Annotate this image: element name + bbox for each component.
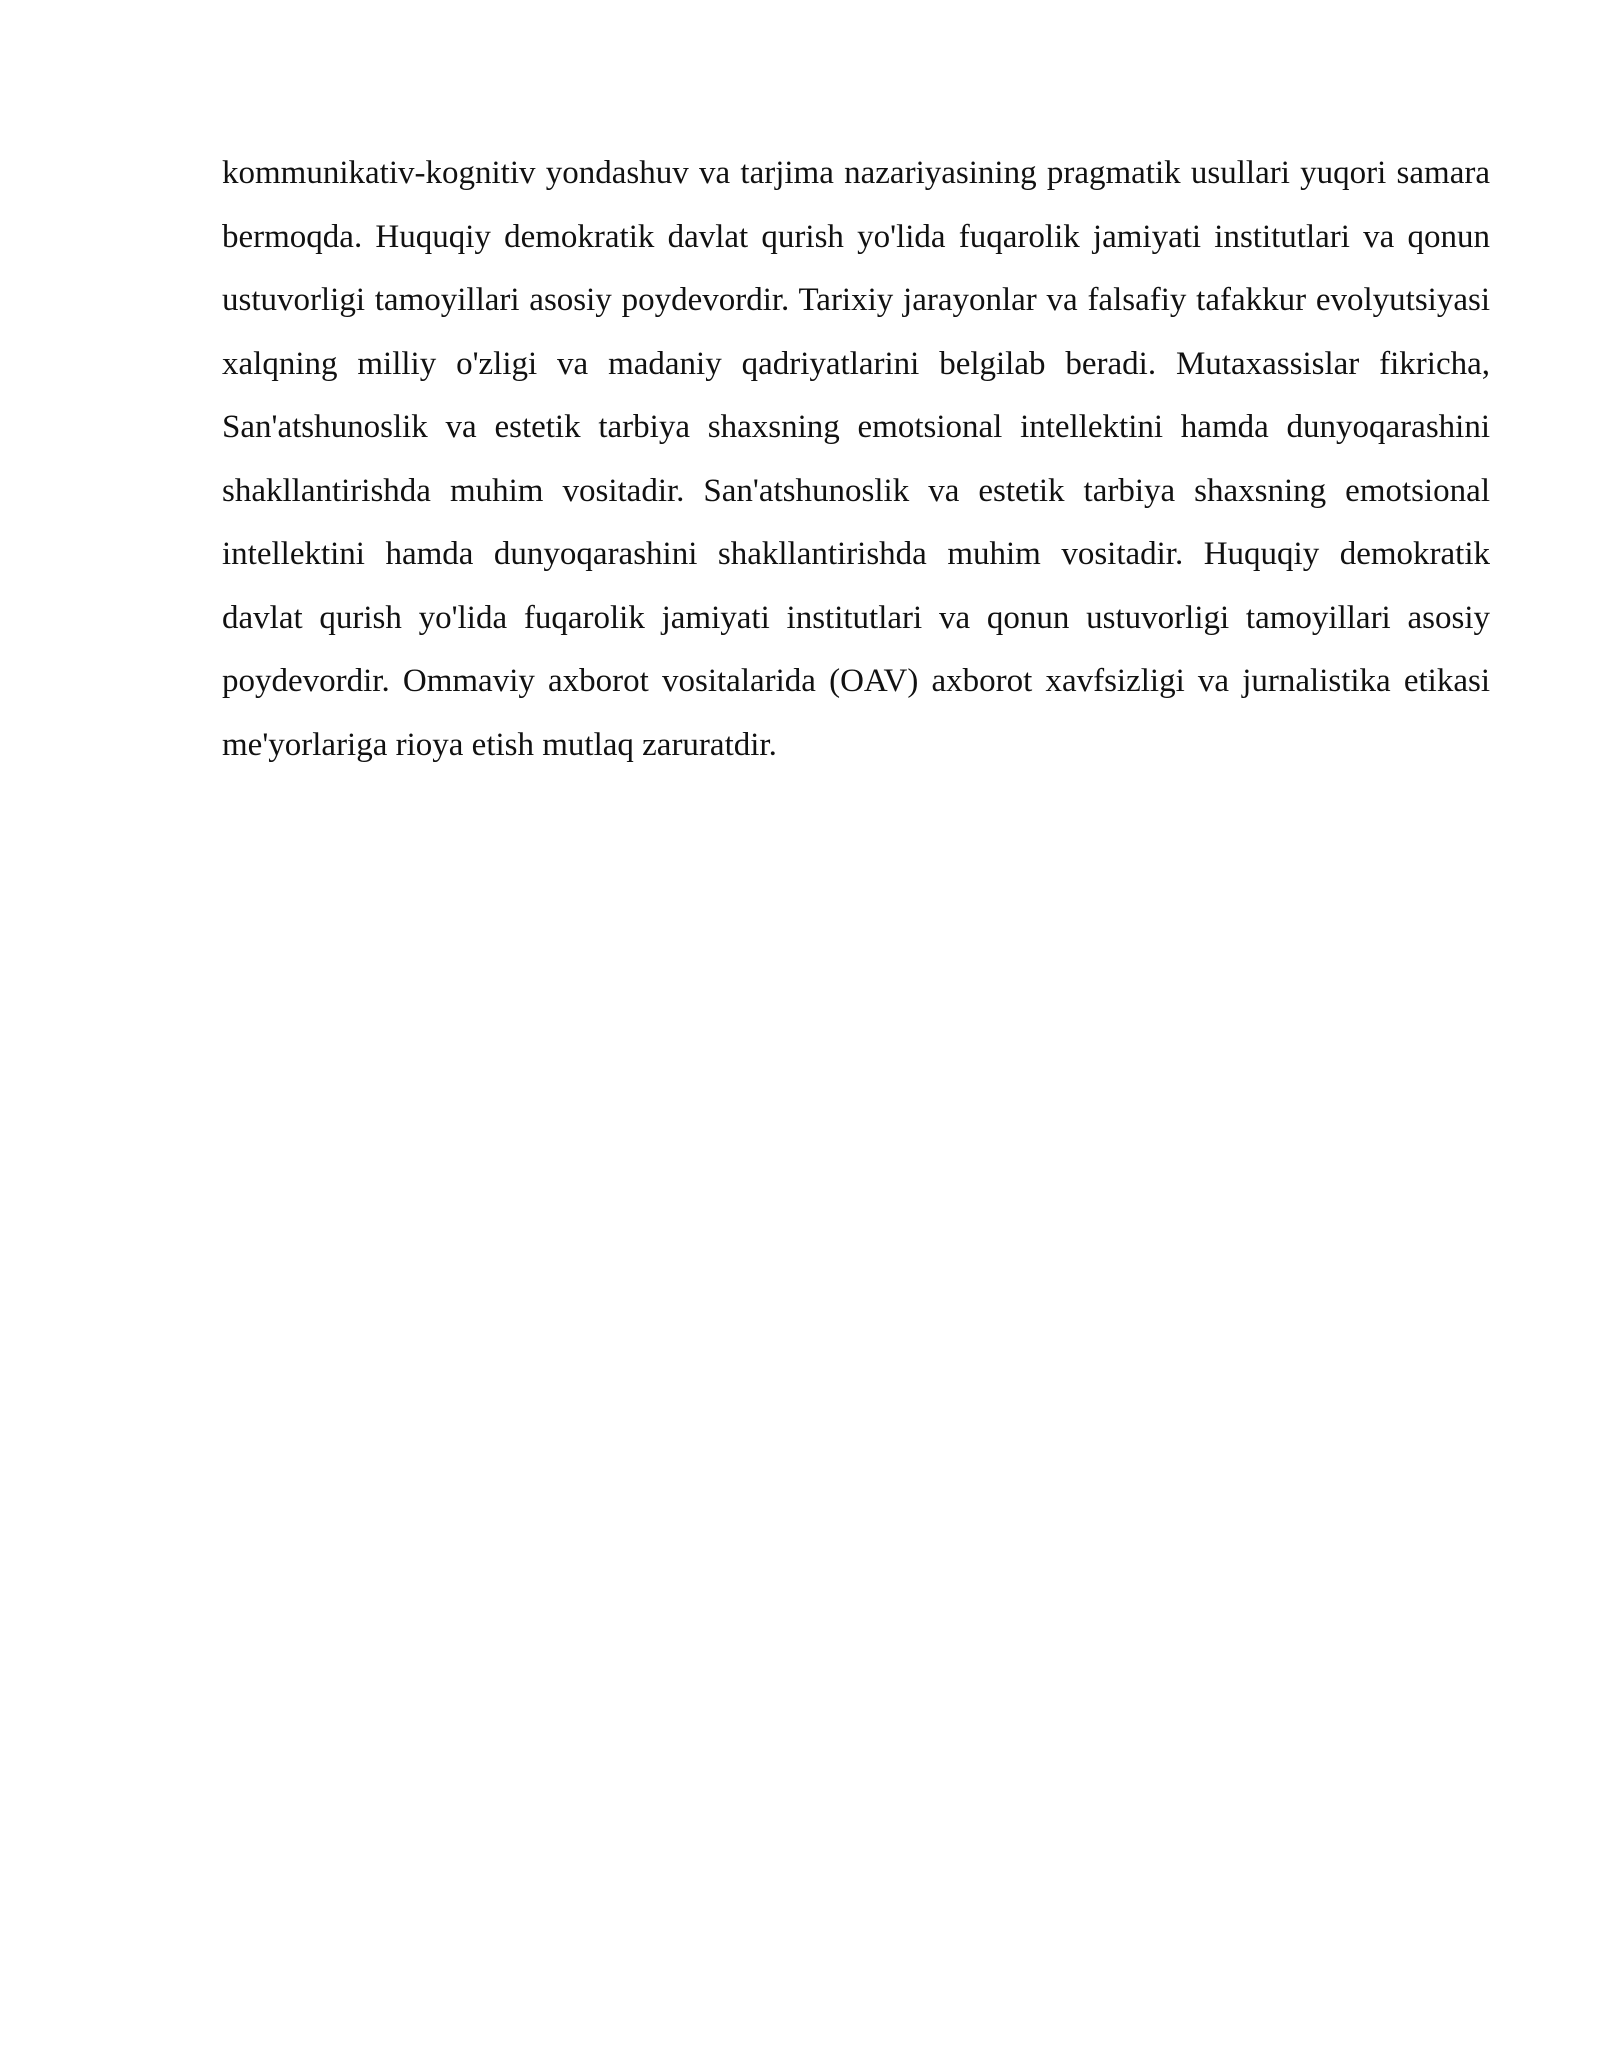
body-paragraph: kommunikativ-kognitiv yondashuv va tarjima nazariyasining pragmatik usullari yuqori samara bermoqda. Huquqiy demokratik davlat qurish yo'lida fuqarolik jamiyati institutlari va qonun ustuvorligi tamoyillari asosiy poydevordir. Tarixiy jarayonlar va falsafiy tafakkur evolyutsiyasi xalqning milliy o'zligi va madaniy qadriyatlarini belgilab beradi. Mutaxassislar fikricha, San'atshunoslik va estetik tarbiya shaxsning emotsional intellektini hamda dunyoqarashini shakllantirishda muhim vositadir. San'atshunoslik va estetik tarbiya shaxsning emotsional intellektini hamda dunyoqarashini shakllantirishda muhim vositadir. Huquqiy demokratik davlat qurish yo'lida fuqarolik jamiyati institutlari va qonun ustuvorligi tamoyillari asosiy poydevordir. Ommaviy axborot vositalarida (OAV) axborot xavfsizligi va jurnalistika etikasi me'yorlariga rioya etish mutlaq zaruratdir. (222, 155, 1490, 763)
